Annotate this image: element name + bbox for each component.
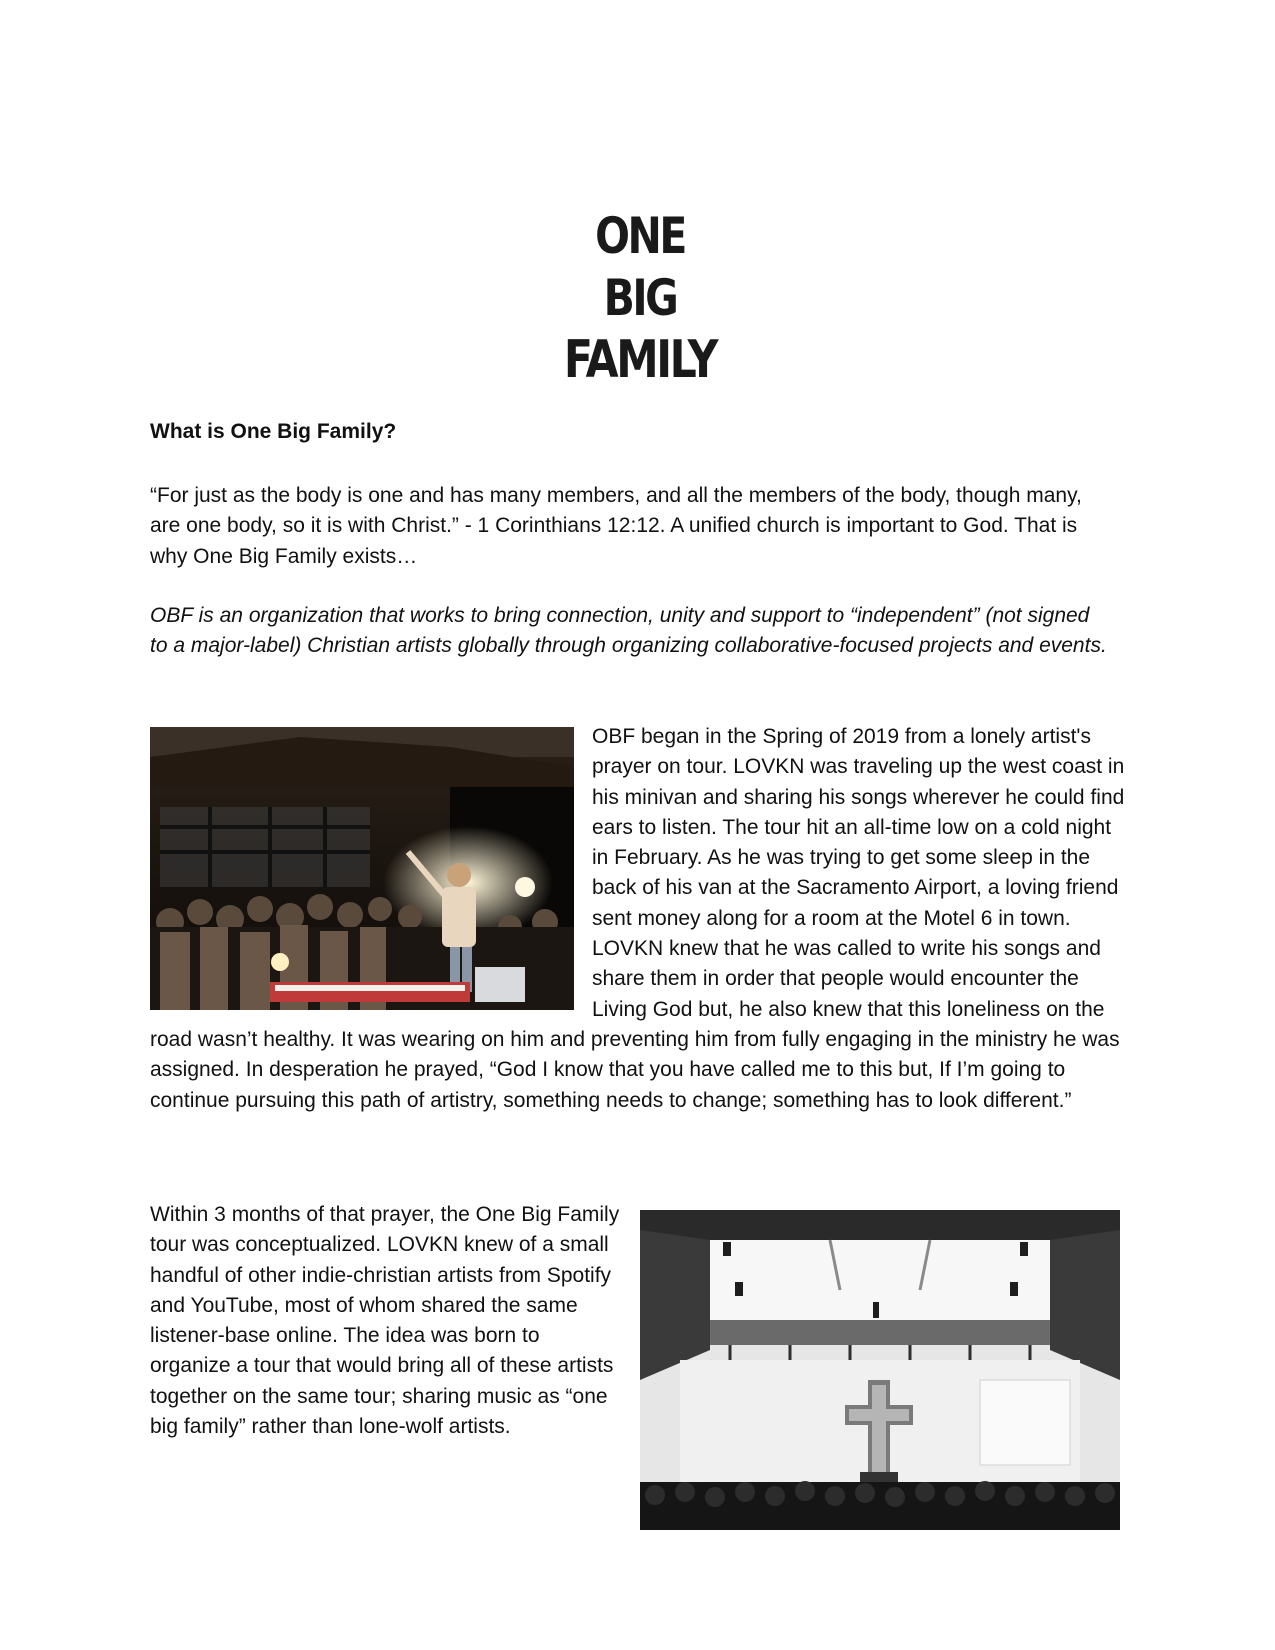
logo-line-1: ONE BIG [595,207,685,327]
section-heading: What is One Big Family? [150,420,397,443]
one-big-family-logo [540,205,740,391]
concert-crowd-photo [150,727,574,1010]
church-cross-photo [640,1210,1120,1530]
story-paragraph-1 [150,722,1125,1116]
mission-paragraph: OBF is an organization that works to bring connection, unity and support to “independent” (not signed to a major-label) Christian artists globally through organizing collaborative-focused projects and events. [150,604,1107,658]
intro-paragraph: “For just as the body is one and has many members, and all the members of the body, though many, are one body, so it is with Christ.” - 1 Corinthians 12:12. A unified church is important to God. That is why One Big Family exists… [150,484,1082,568]
story-text-1: OBF began in the Spring of 2019 from a lonely artist's prayer on tour. LOVKN was traveling up the west coast in his minivan and sharing his songs wherever he could find ears to listen. The tour hit an all-time low on a cold night in February. As he was trying to get some sleep in the back of his van at the Sacramento Airport, a loving friend sent money along for a room at the Motel 6 in town. LOVKN knew that he was called to write his songs and share them in order that people would encounter the Living God but, he also knew that this loneliness on the road wasn’t healthy. It was wearing on him and preventing him from fully engaging in the ministry he was assigned. In desperation he prayed, “God I know that you have called me to this but, If I’m going to continue pursuing this path of artistry, something needs to change; something has to look different.” [150,725,1125,1112]
logo-line-2: FAMILY [563,330,717,390]
story-paragraph-2: Within 3 months of that prayer, the One Big Family tour was conceptualized. LOVKN knew of a small handful of other indie-christian artists from Spotify and YouTube, most of whom shared the same listener-base online. The idea was born to organize a tour that would bring all of these artists together on the same tour; sharing music as “one big family” rather than lone-wolf artists. [150,1203,620,1439]
